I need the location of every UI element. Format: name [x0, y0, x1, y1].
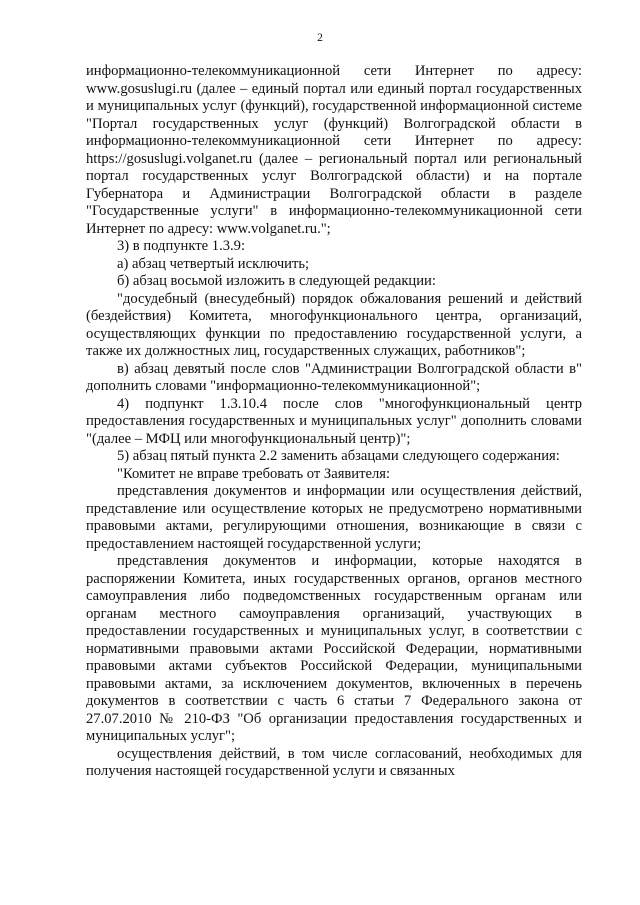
paragraph-1: информационно-телекоммуникационной сети Интернет по адресу: www.gosuslugi.ru (далее – единый портал или единый портал государственных и муниципальных услуг (функций), государственной информационной системе "Портал государственных услуг (функций) Волгоградской области в информационно-телекоммуникационной сети Интернет по адресу: https://gosuslugi.volganet.ru (далее – региональный портал или региональный портал государственных услуг Волгоградской области) и на портале Губернатора и Администрации Волгоградской области в разделе "Государственные услуги" в информационно-телекоммуникационной сети Интернет по адресу: www.volganet.ru."; [86, 63, 582, 237]
paragraph-3: а) абзац четвертый исключить; [117, 255, 310, 272]
paragraph-2: 3) в подпункте 1.3.9: [117, 238, 246, 254]
document-body [86, 63, 582, 781]
paragraph-12: осуществления действий, в том числе согласований, необходимых для получения настоящей государственной услуги и связанных [86, 745, 582, 779]
page-number: 2 [317, 32, 323, 44]
paragraph-7: 4) подпункт 1.3.10.4 после слов "многофункциональный центр предоставления государственных и муниципальных услуг" дополнить словами "(далее – МФЦ или многофункциональный центр)"; [86, 395, 582, 447]
paragraph-11: представления документов и информации, которые находятся в распоряжении Комитета, иных государственных органов, органов местного самоуправления либо подведомственных государственным органам или органам местного самоуправления организаций, участвующих в предоставлении государственных и муниципальных услуг, в соответствии с нормативными правовыми актами Российской Федерации, нормативными правовыми актами субъектов Российской Федерации, муниципальными правовыми актами, за исключением документов, включенных в перечень документов в соответствии с часть 6 статьи 7 Федерального закона от 27.07.2010 № 210-ФЗ "Об организации предоставления государственных и муниципальных услуг"; [86, 553, 582, 744]
paragraph-5: "досудебный (внесудебный) порядок обжалования решений и действий (бездействия) Комитета, многофункционального центра, организаций, осуществляющих функции по предоставлению государственной услуги, а также их должностных лиц, государственных служащих, работников"; [86, 290, 582, 359]
paragraph-8: 5) абзац пятый пункта 2.2 заменить абзацами следующего содержания: [117, 448, 560, 464]
paragraph-4: б) абзац восьмой изложить в следующей редакции: [117, 273, 436, 289]
paragraph-10: представления документов и информации или осуществления действий, представление или осуществление которых не предусмотрено нормативными правовыми актами, регулирующими отношения, возникающие в связи с предоставлением настоящей государственной услуги; [86, 483, 582, 552]
paragraph-9: "Комитет не вправе требовать от Заявителя: [117, 465, 391, 482]
paragraph-6: в) абзац девятый после слов "Администрации Волгоградской области в" дополнить словами "информационно-телекоммуникационной"; [86, 360, 582, 394]
